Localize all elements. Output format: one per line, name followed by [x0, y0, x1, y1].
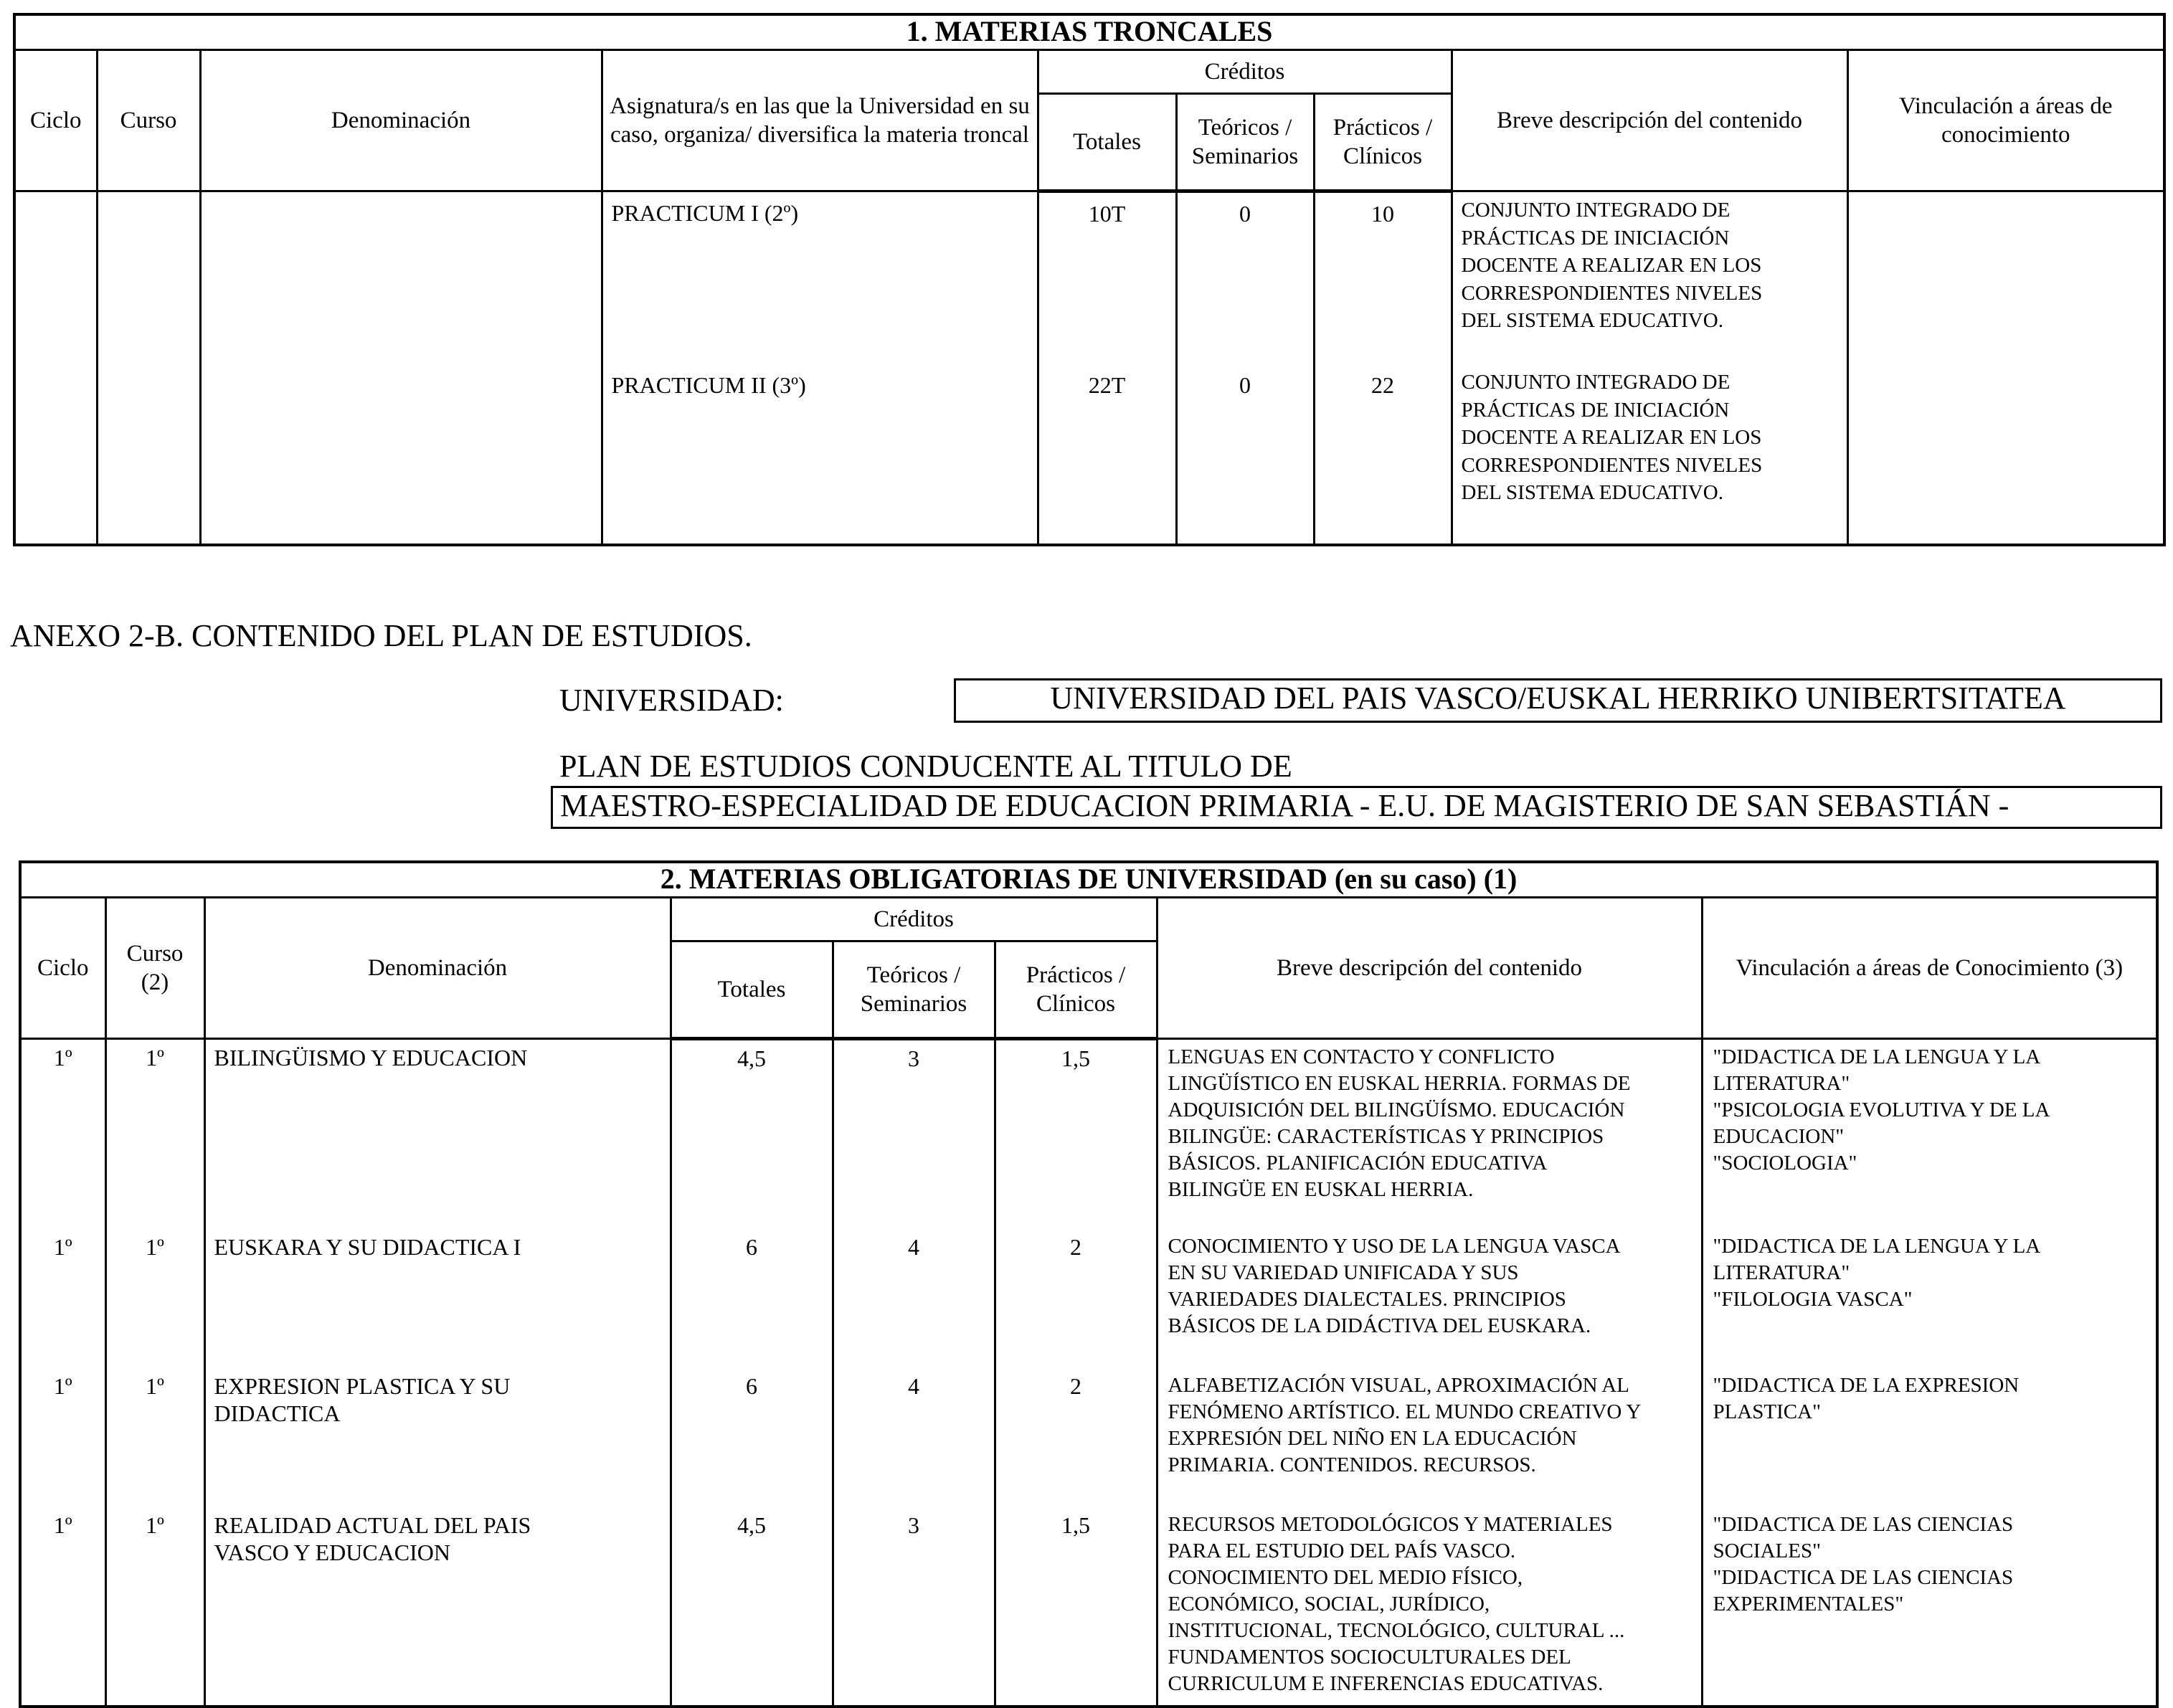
descripcion-line: CORRESPONDIENTES NIVELES [1461, 453, 1763, 477]
vinculacion-line: "DIDACTICA DE LAS CIENCIAS [1713, 1513, 2014, 1536]
descripcion-line: CONOCIMIENTO Y USO DE LA LENGUA VASCA [1168, 1235, 1621, 1258]
descripcion-line: BÁSICOS DE LA DIDÁCTIVA DEL EUSKARA. [1168, 1314, 1591, 1337]
col-header-vinculacion: Vinculación a áreas de Conocimiento (3) [1702, 898, 2157, 1039]
col-header-vinculacion: Vinculación a áreas de conocimiento [1847, 50, 2164, 191]
asignatura-cell: PRACTICUM I (2º) [602, 191, 1038, 365]
table-row [20, 1507, 2157, 1707]
descripcion-line: DEL SISTEMA EDUCATIVO. [1461, 309, 1723, 332]
descripcion-line: LINGÜÍSTICO EN EUSKAL HERRIA. FORMAS DE [1168, 1072, 1631, 1095]
descripcion-line: CONJUNTO INTEGRADO DE [1461, 199, 1731, 222]
descripcion-line: BILINGÜE EN EUSKAL HERRIA. [1168, 1178, 1474, 1201]
col-header-totales: Totales [1038, 94, 1176, 191]
table-row [20, 1368, 2157, 1507]
totales-cell: 22T [1038, 364, 1176, 545]
col-header-creditos: Créditos [1038, 50, 1452, 94]
descripcion-line: ADQUISICIÓN DEL BILINGÜÍSMO. EDUCACIÓN [1168, 1099, 1625, 1121]
descripcion-line: DOCENTE A REALIZAR EN LOS [1461, 254, 1762, 277]
descripcion-line: PRÁCTICAS DE INICIACIÓN [1461, 398, 1730, 422]
ciclo-cell [14, 364, 97, 545]
totales-cell: 4,5 [671, 1039, 833, 1230]
ciclo-cell: 1º [20, 1039, 105, 1230]
descripcion-line: DOCENTE A REALIZAR EN LOS [1461, 426, 1762, 449]
teoricos-cell: 0 [1176, 191, 1314, 365]
curso-cell [97, 191, 200, 365]
curso-cell: 1º [105, 1368, 204, 1507]
table-row [20, 1039, 2157, 1230]
denominacion-cell [204, 1229, 671, 1368]
descripcion-line: EXPRESIÓN DEL NIÑO EN LA EDUCACIÓN [1168, 1427, 1577, 1450]
denominacion-line: EXPRESION PLASTICA Y SU [214, 1373, 511, 1399]
table-row [20, 1229, 2157, 1368]
vinculacion-cell [1847, 364, 2164, 545]
descripcion-line: VARIEDADES DIALECTALES. PRINCIPIOS [1168, 1288, 1566, 1311]
materias-troncales-table [13, 13, 2166, 546]
descripcion-cell [1452, 191, 1847, 365]
teoricos-cell: 3 [833, 1039, 995, 1230]
col-header-denominacion: Denominación [204, 898, 671, 1039]
col-header-descripcion: Breve descripción del contenido [1452, 50, 1847, 191]
denominacion-cell [200, 191, 602, 365]
col-header-teoricos: Teóricos / Seminarios [1176, 94, 1314, 191]
col-header-practicos: Prácticos / Clínicos [995, 941, 1157, 1039]
totales-cell: 6 [671, 1368, 833, 1507]
teoricos-cell: 4 [833, 1368, 995, 1507]
descripcion-line: FUNDAMENTOS SOCIOCULTURALES DEL [1168, 1646, 1571, 1669]
curso-cell [97, 364, 200, 545]
denominacion-cell [204, 1507, 671, 1707]
ciclo-cell: 1º [20, 1507, 105, 1707]
plan-label: PLAN DE ESTUDIOS CONDUCENTE AL TITULO DE [559, 749, 1292, 784]
denominacion-cell [204, 1039, 671, 1230]
table-row [14, 364, 2164, 545]
vinculacion-cell [1847, 191, 2164, 365]
universidad-label: UNIVERSIDAD: [559, 683, 784, 718]
vinculacion-line: "DIDACTICA DE LA LENGUA Y LA [1713, 1045, 2041, 1068]
col-header-totales: Totales [671, 941, 833, 1039]
vinculacion-cell [1702, 1368, 2157, 1507]
curso-cell: 1º [105, 1229, 204, 1368]
vinculacion-line: "DIDACTICA DE LAS CIENCIAS [1713, 1566, 2014, 1589]
ciclo-cell: 1º [20, 1368, 105, 1507]
vinculacion-line: "DIDACTICA DE LA LENGUA Y LA [1713, 1235, 2041, 1258]
denominacion-line: EUSKARA Y SU DIDACTICA I [214, 1234, 521, 1260]
col-header-ciclo: Ciclo [20, 898, 105, 1039]
descripcion-line: EN SU VARIEDAD UNIFICADA Y SUS [1168, 1261, 1519, 1284]
descripcion-line: CONJUNTO INTEGRADO DE [1461, 371, 1731, 394]
ciclo-cell: 1º [20, 1229, 105, 1368]
vinculacion-line: SOCIALES" [1713, 1539, 1821, 1562]
col-header-curso: Curso (2) [105, 898, 204, 1039]
descripcion-cell [1157, 1507, 1702, 1707]
table-title: 1. MATERIAS TRONCALES [14, 14, 2164, 50]
descripcion-cell [1157, 1039, 1702, 1230]
denominacion-cell [204, 1368, 671, 1507]
vinculacion-cell [1702, 1229, 2157, 1368]
descripcion-cell [1157, 1368, 1702, 1507]
denominacion-line: BILINGÜISMO Y EDUCACION [214, 1045, 528, 1071]
col-header-denominacion: Denominación [200, 50, 602, 191]
descripcion-line: ALFABETIZACIÓN VISUAL, APROXIMACIÓN AL [1168, 1374, 1629, 1397]
curso-cell: 1º [105, 1039, 204, 1230]
col-header-asignatura: Asignatura/s en las que la Universidad en su caso, organiza/ diversifica la materia troncal [602, 50, 1038, 191]
col-header-descripcion: Breve descripción del contenido [1157, 898, 1702, 1039]
vinculacion-line: "DIDACTICA DE LA EXPRESION [1713, 1374, 2020, 1397]
vinculacion-cell [1702, 1039, 2157, 1230]
teoricos-cell: 0 [1176, 364, 1314, 545]
vinculacion-line: EDUCACION" [1713, 1125, 1845, 1148]
vinculacion-line: LITERATURA" [1713, 1072, 1850, 1095]
table-row [14, 191, 2164, 365]
vinculacion-cell [1702, 1507, 2157, 1707]
practicos-cell: 1,5 [995, 1507, 1157, 1707]
descripcion-line: PRÁCTICAS DE INICIACIÓN [1461, 226, 1730, 250]
col-header-curso: Curso [97, 50, 200, 191]
descripcion-line: BÁSICOS. PLANIFICACIÓN EDUCATIVA [1168, 1152, 1548, 1175]
practicos-cell: 22 [1314, 364, 1452, 545]
vinculacion-line: "SOCIOLOGIA" [1713, 1152, 1857, 1175]
vinculacion-line: EXPERIMENTALES" [1713, 1593, 1904, 1616]
denominacion-line: DIDACTICA [214, 1400, 341, 1426]
descripcion-line: CONOCIMIENTO DEL MEDIO FÍSICO, [1168, 1566, 1523, 1589]
descripcion-line: CURRICULUM E INFERENCIAS EDUCATIVAS. [1168, 1672, 1604, 1695]
descripcion-line: INSTITUCIONAL, TECNOLÓGICO, CULTURAL ... [1168, 1619, 1625, 1642]
totales-cell: 4,5 [671, 1507, 833, 1707]
col-header-creditos: Créditos [671, 898, 1157, 941]
totales-cell: 10T [1038, 191, 1176, 365]
teoricos-cell: 3 [833, 1507, 995, 1707]
table-title: 2. MATERIAS OBLIGATORIAS DE UNIVERSIDAD (en su caso) (1) [20, 862, 2157, 898]
materias-obligatorias-table [19, 860, 2159, 1708]
curso-cell: 1º [105, 1507, 204, 1707]
col-header-teoricos: Teóricos / Seminarios [833, 941, 995, 1039]
asignatura-cell: PRACTICUM II (3º) [602, 364, 1038, 545]
descripcion-line: DEL SISTEMA EDUCATIVO. [1461, 481, 1723, 504]
practicos-cell: 10 [1314, 191, 1452, 365]
col-header-ciclo: Ciclo [14, 50, 97, 191]
descripcion-line: PARA EL ESTUDIO DEL PAÍS VASCO. [1168, 1539, 1516, 1562]
practicos-cell: 2 [995, 1229, 1157, 1368]
vinculacion-line: "PSICOLOGIA EVOLUTIVA Y DE LA [1713, 1099, 2050, 1121]
plan-value: MAESTRO-ESPECIALIDAD DE EDUCACION PRIMARIA - E.U. DE MAGISTERIO DE SAN SEBASTIÁN - [551, 786, 2162, 829]
descripcion-line: PRIMARIA. CONTENIDOS. RECURSOS. [1168, 1453, 1536, 1476]
denominacion-line: REALIDAD ACTUAL DEL PAIS [214, 1512, 531, 1538]
denominacion-cell [200, 364, 602, 545]
descripcion-line: FENÓMENO ARTÍSTICO. EL MUNDO CREATIVO Y [1168, 1400, 1642, 1423]
vinculacion-line: "FILOLOGIA VASCA" [1713, 1288, 1913, 1311]
descripcion-cell [1157, 1229, 1702, 1368]
universidad-value: UNIVERSIDAD DEL PAIS VASCO/EUSKAL HERRIKO UNIBERTSITATEA [954, 678, 2162, 723]
vinculacion-line: LITERATURA" [1713, 1261, 1850, 1284]
practicos-cell: 1,5 [995, 1039, 1157, 1230]
descripcion-line: ECONÓMICO, SOCIAL, JURÍDICO, [1168, 1593, 1490, 1616]
vinculacion-line: PLASTICA" [1713, 1400, 1821, 1423]
anexo-heading: ANEXO 2-B. CONTENIDO DEL PLAN DE ESTUDIOS. [10, 618, 752, 653]
col-header-practicos: Prácticos / Clínicos [1314, 94, 1452, 191]
totales-cell: 6 [671, 1229, 833, 1368]
ciclo-cell [14, 191, 97, 365]
descripcion-line: RECURSOS METODOLÓGICOS Y MATERIALES [1168, 1513, 1613, 1536]
descripcion-line: CORRESPONDIENTES NIVELES [1461, 281, 1763, 305]
descripcion-cell [1452, 364, 1847, 545]
teoricos-cell: 4 [833, 1229, 995, 1368]
practicos-cell: 2 [995, 1368, 1157, 1507]
descripcion-line: BILINGÜE: CARACTERÍSTICAS Y PRINCIPIOS [1168, 1125, 1604, 1148]
denominacion-line: VASCO Y EDUCACION [214, 1539, 451, 1565]
descripcion-line: LENGUAS EN CONTACTO Y CONFLICTO [1168, 1045, 1555, 1068]
